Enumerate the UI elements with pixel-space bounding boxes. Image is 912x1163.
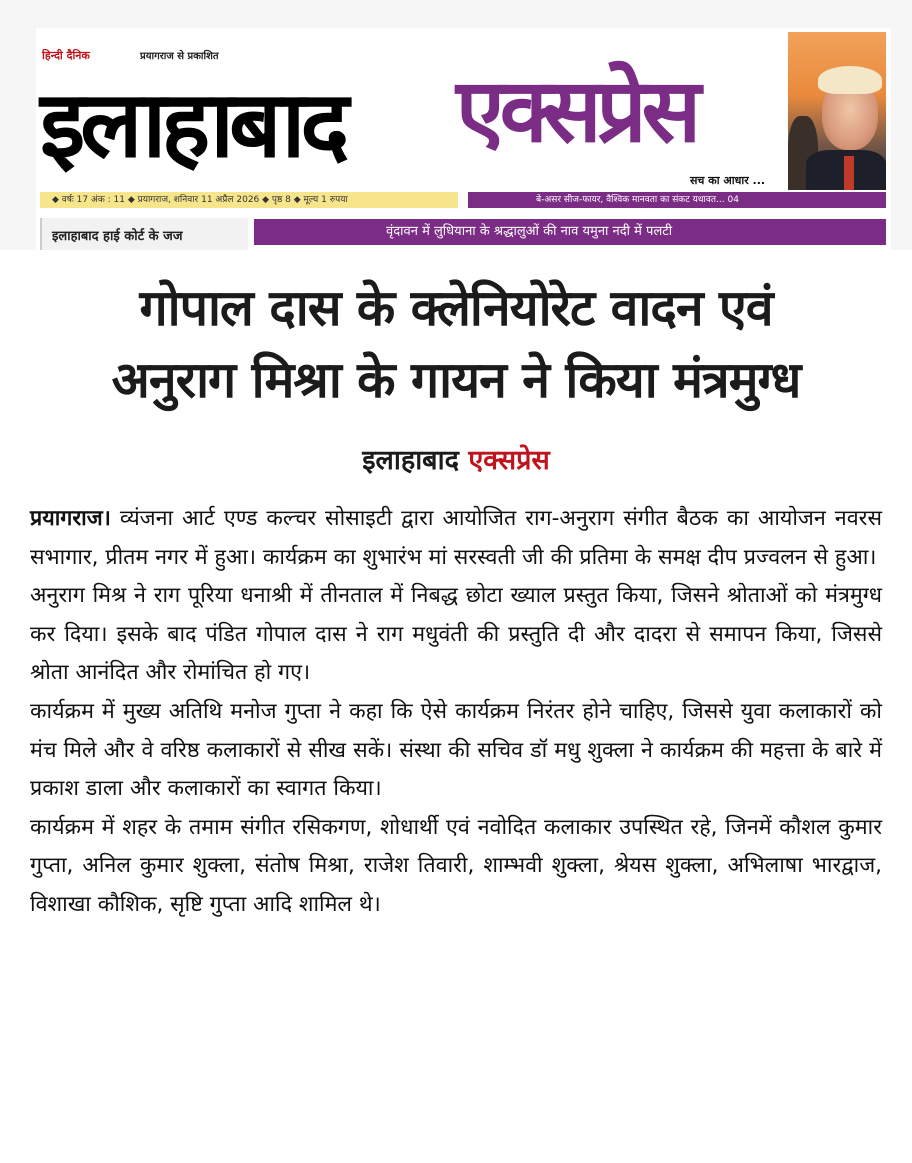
headline-line-2: अनुराग मिश्रा के गायन ने किया मंत्रमुग्ध bbox=[111, 351, 801, 409]
photo-tie bbox=[844, 156, 854, 190]
article-byline bbox=[0, 440, 912, 477]
news-article bbox=[0, 250, 912, 1163]
top-headline: बे-असर सीज-फायर, वैश्विक मानवता का संकट यथावत... 04 bbox=[536, 195, 739, 205]
daily-label: हिन्दी दैनिक bbox=[42, 49, 90, 62]
newspaper-title-part2-box bbox=[452, 36, 782, 176]
paragraph-4: कार्यक्रम में शहर के तमाम संगीत रसिकगण, शोधार्थी एवं नवोदित कलाकार उपस्थित रहे, जिनमें कौशल कुमार गुप्ता, अनिल कुमार शुक्ला, संतोष मिश्रा, राजेश तिवारी, शाम्भवी शुक्ला, श्रेयस शुक्ला, अभिलाषा भारद्वाज, विशाखा कौशिक, सृष्टि गुप्ता आदि शामिल थे। bbox=[30, 814, 882, 917]
newspaper-title-part1: इलाहाबाद bbox=[40, 71, 345, 178]
photo-hair bbox=[818, 66, 882, 94]
byline-part1: इलाहाबाद bbox=[362, 445, 459, 476]
breaking-news-text: वृंदावन में लुधियाना के श्रद्धालुओं की नाव यमुना नदी में पलटी bbox=[386, 224, 673, 239]
newspaper-masthead bbox=[0, 0, 912, 250]
left-teaser-text: इलाहाबाद हाई कोर्ट के जज bbox=[52, 229, 183, 244]
article-body bbox=[30, 500, 882, 925]
published-from-label: प्रयागराज से प्रकाशित bbox=[140, 51, 219, 62]
paragraph-1-text: व्यंजना आर्ट एण्ड कल्चर सोसाइटी द्वारा आयोजित राग-अनुराग संगीत बैठक का आयोजन नवरस सभागार, प्रीतम नगर में हुआ। कार्यक्रम का शुभारंभ मां सरस्वती जी की प्रतिमा के समक्ष दीप प्रज्वलन से हुआ। bbox=[30, 506, 882, 570]
issue-info: ◆ वर्षः 17 अंक : 11 ◆ प्रयागराज, शनिवार 11 अप्रैल 2026 ◆ पृष्ठ 8 ◆ मूल्य 1 रुपया bbox=[52, 195, 348, 205]
masthead-tagline: सच का आधार ... bbox=[690, 174, 766, 187]
paragraph-3: कार्यक्रम में मुख्य अतिथि मनोज गुप्ता ने कहा कि ऐसे कार्यक्रम निरंतर होने चाहिए, जिससे युवा कलाकारों को मंच मिले और वे वरिष्ठ कलाकारों से सीख सकें। संस्था की सचिव डॉ मधु शुक्ला ने कार्यक्रम की महत्ता के बारे में प्रकाश डाला और कलाकारों का स्वागत किया। bbox=[30, 698, 882, 802]
paragraph-2: अनुराग मिश्र ने राग पूरिया धनाश्री में तीनताल में निबद्ध छोटा ख्याल प्रस्तुत किया, जिसने श्रोताओं को मंत्रमुग्ध कर दिया। इसके बाद पंडित गोपाल दास ने राग मधुवंती की प्रस्तुति दी और दादरा से समापन किया, जिससे श्रोता आनंदित और रोमांचित हो गए। bbox=[30, 583, 882, 686]
headline-line-1: गोपाल दास के क्लेनियोरेट वादन एवं bbox=[139, 279, 773, 337]
newspaper-title-part2: एक्सप्रेस bbox=[456, 59, 697, 162]
dateline: प्रयागराज। bbox=[30, 506, 111, 531]
byline-part2: एक्सप्रेस bbox=[468, 445, 550, 476]
masthead-news-photo bbox=[788, 32, 886, 190]
article-headline bbox=[0, 272, 912, 416]
paragraph-1 bbox=[30, 500, 882, 577]
